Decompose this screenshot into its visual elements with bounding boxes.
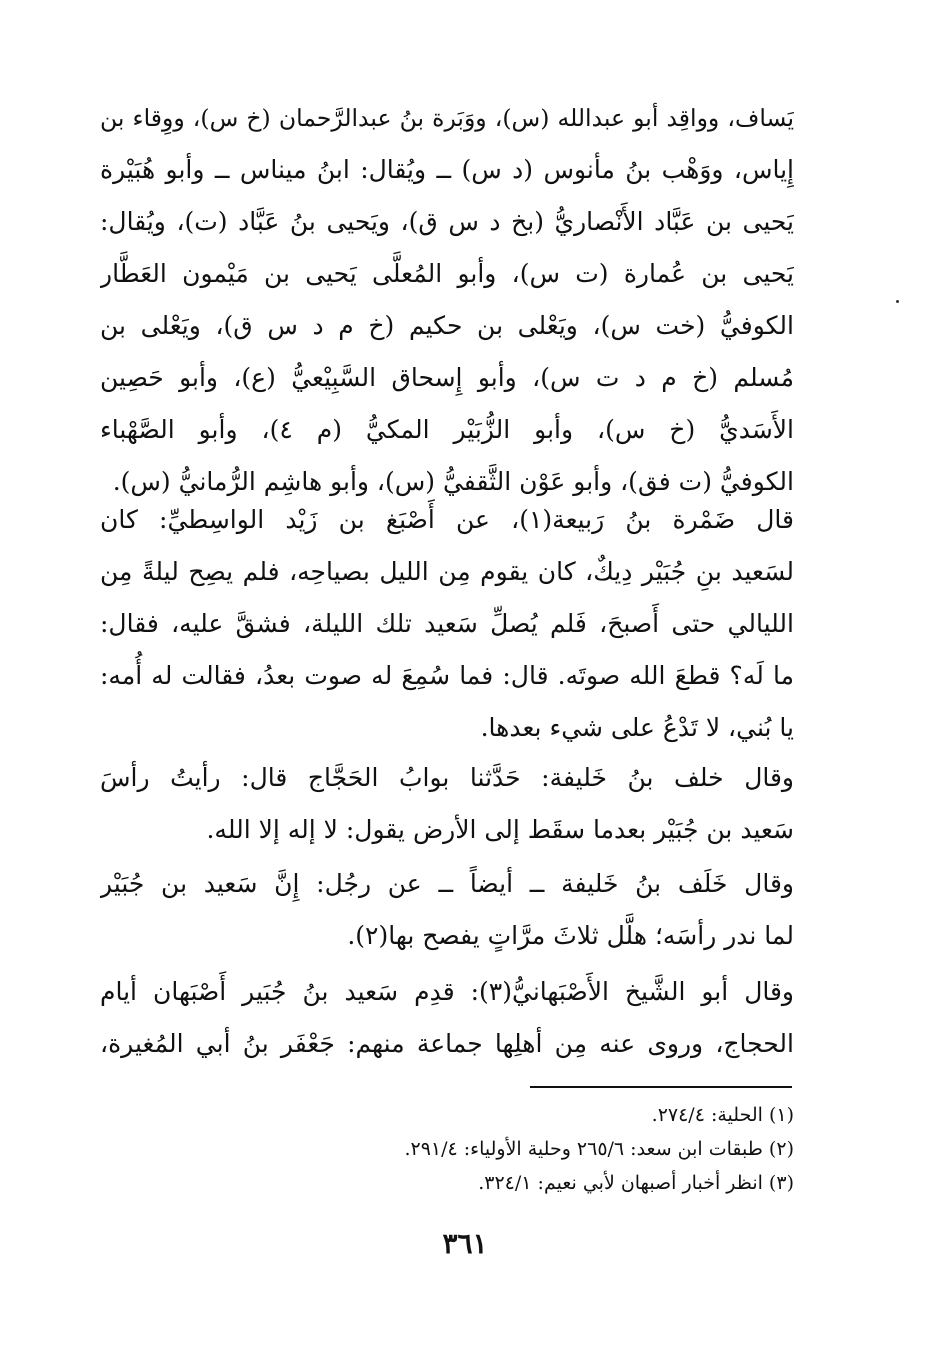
page-number: ٣٦١ bbox=[442, 1227, 488, 1260]
paragraph-gatekeeper-report bbox=[100, 752, 794, 856]
body-line: قال ضَمْرة بنُ رَبيعة(١)، عن أَصْبَغ بن زَيْد الواسِطيِّ: كان bbox=[100, 505, 794, 534]
footnote: (٣) انظر أخبار أصبهان لأبي نعيم: ٣٢٤/١. bbox=[478, 1172, 794, 1194]
body-line: الكوفيُّ (خت س)، ويَعْلى بن حكيم (خ م د س ق)، ويَعْلى بن bbox=[100, 311, 794, 340]
paragraph-rooster-story bbox=[100, 494, 794, 754]
paragraph-isfahan-report bbox=[100, 966, 794, 1070]
body-line: وقال خَلَف بنُ خَليفة ــ أيضاً ــ عن رجُل: إِنَّ سَعيد بن جُبَيْر bbox=[100, 869, 794, 898]
body-line: وقال خلف بنُ خَليفة: حَدَّثنا بوابُ الحَجَّاج قال: رأيتُ رأسَ bbox=[100, 763, 794, 792]
footnote: (٢) طبقات ابن سعد: ٢٦٥/٦ وحلية الأولياء: ٢٩١/٤. bbox=[404, 1138, 794, 1160]
margin-speck bbox=[896, 300, 899, 303]
paragraph-narrators-list bbox=[100, 92, 794, 508]
body-line: يا بُني، لا تَدْعُ على شيء بعدها. bbox=[480, 713, 794, 742]
body-line: الكوفيُّ (ت فق)، وأبو عَوْن الثَّقفيُّ (س)، وأبو هاشِم الرُّمانيُّ (س). bbox=[112, 467, 794, 496]
body-line: لسَعيد بنِ جُبَيْر دِيكٌ، كان يقوم مِن الليل بصياحِه، فلم يصِح ليلةً مِن bbox=[100, 557, 794, 586]
body-line: لما ندر رأسَه؛ هلَّل ثلاثَ مرَّاتٍ يفصح بها(٢). bbox=[347, 921, 794, 950]
body-line: يَحيى بن عَبَّاد الأَنْصاريُّ (بخ د س ق)، ويَحيى بنُ عَبَّاد (ت)، ويُقال: bbox=[100, 207, 794, 236]
paragraph-khalaf-report bbox=[100, 858, 794, 962]
body-line: الحجاج، وروى عنه مِن أهلِها جماعة منهم: جَعْفَر بنُ أبي المُغيرة، bbox=[100, 1029, 794, 1058]
body-line: ما لَه؟ قطعَ الله صوتَه. قال: فما سُمِعَ له صوت بعدُ، فقالت له أُمه: bbox=[100, 661, 794, 690]
footnotes bbox=[300, 1098, 794, 1200]
footnote: (١) الحلية: ٢٧٤/٤. bbox=[651, 1104, 794, 1126]
body-line: وقال أبو الشَّيخ الأَصْبَهانيُّ(٣): قدِم سَعيد بنُ جُبَير أَصْبَهان أيام bbox=[100, 977, 794, 1006]
body-line: إِياس، ووَهْب بنُ مأنوس (د س) ــ ويُقال: ابنُ ميناس ــ وأبو هُبَيْرة bbox=[100, 155, 794, 184]
body-line: سَعيد بن جُبَيْر بعدما سقَط إلى الأرض يقول: لا إله إلا الله. bbox=[206, 815, 794, 844]
body-line: مُسلم (خ م د ت س)، وأبو إِسحاق السَّبِيْعيُّ (ع)، وأبو حَصِين bbox=[100, 363, 794, 392]
body-line: الليالي حتى أَصبحَ، فَلم يُصلِّ سَعيد تلك الليلة، فشقَّ عليه، فقال: bbox=[100, 609, 794, 638]
body-line: يَساف، وواقِد أبو عبدالله (س)، ووَبَرة بنُ عبدالرَّحمان (خ س)، ووِقاء بن bbox=[100, 104, 794, 132]
footnote-divider bbox=[530, 1086, 792, 1088]
body-line: يَحيى بن عُمارة (ت س)، وأبو المُعلَّى يَحيى بن مَيْمون العَطَّار bbox=[100, 259, 794, 288]
body-line: الأَسَديُّ (خ س)، وأبو الزُّبَيْر المكيُّ (م ٤)، وأبو الصَّهْباء bbox=[100, 415, 794, 444]
